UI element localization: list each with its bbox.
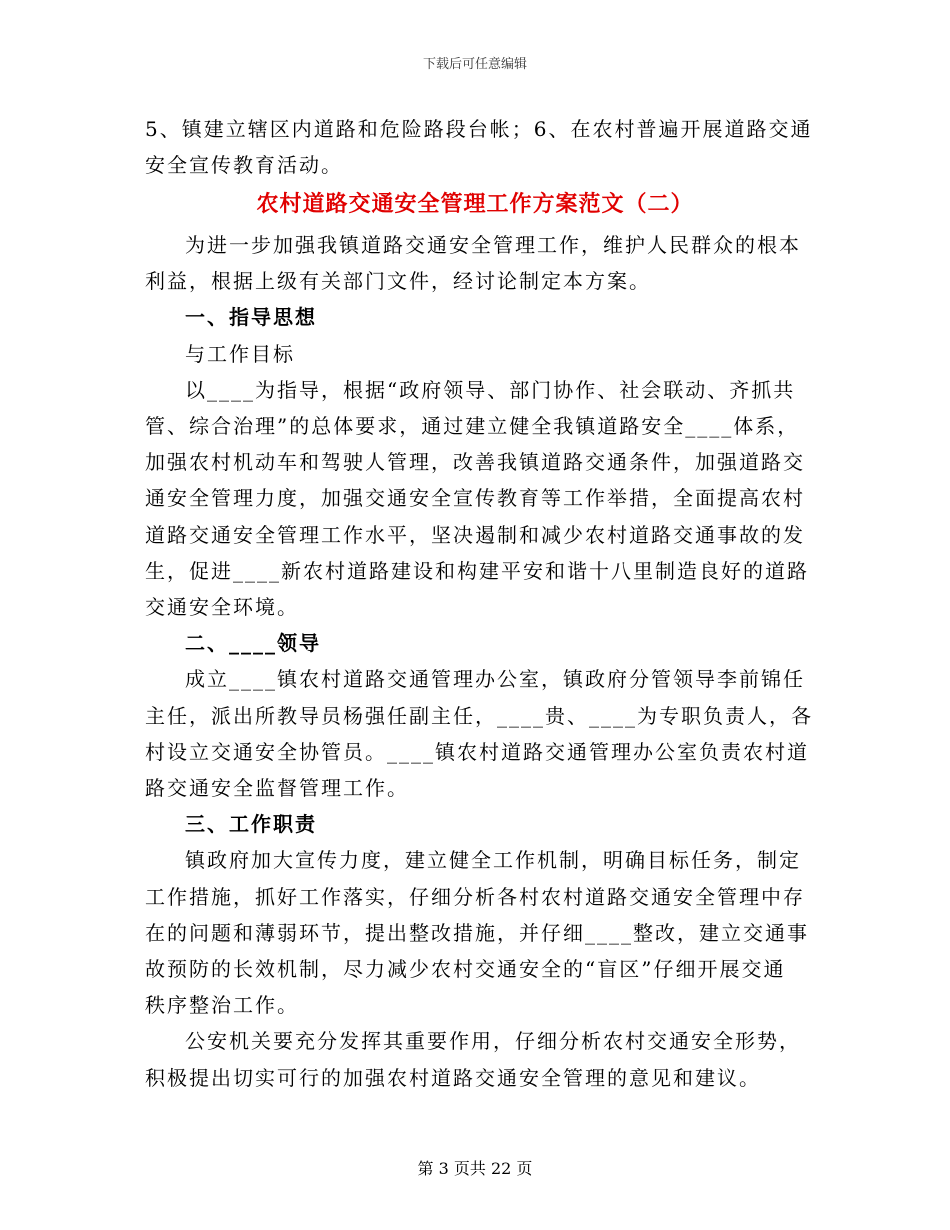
paragraph-line: 秩序整治工作。 [145, 993, 299, 1017]
paragraph-line: 利益，根据上级有关部门文件，经讨论制定本方案。 [145, 269, 651, 293]
paragraph-line: 生，促进____新农村道路建设和构建平安和谐十八里制造良好的道路 [145, 559, 809, 583]
paragraph-line: 交通安全环境。 [145, 595, 299, 619]
section-heading: 三、工作职责 [185, 812, 317, 836]
paragraph-line: 通安全管理力度，加强交通安全宣传教育等工作举措，全面提高农村 [145, 486, 805, 510]
paragraph-line: 路交通安全监督管理工作。 [145, 776, 409, 800]
paragraph-line: 与工作目标 [185, 342, 295, 366]
paragraph-line: 故预防的长效机制，尽力减少农村交通安全的“盲区”仔细开展交通 [145, 957, 786, 981]
page-footer: 第 3 页共 22 页 [417, 1159, 533, 1178]
page-header: 下载后可任意编辑 [422, 57, 527, 72]
paragraph-line: 积极提出切实可行的加强农村道路交通安全管理的意见和建议。 [145, 1066, 761, 1090]
paragraph-line: 道路交通安全管理工作水平，坚决遏制和减少农村道路交通事故的发 [145, 523, 805, 547]
paragraph-line: 工作措施，抓好工作落实，仔细分析各村农村道路交通安全管理中存 [145, 885, 805, 909]
paragraph-line: 管、综合治理”的总体要求，通过建立健全我镇道路安全____体系， [145, 414, 800, 438]
section-heading: 一、指导思想 [185, 305, 317, 329]
paragraph-line: 在的问题和薄弱环节，提出整改措施，并仔细____整改，建立交通事 [145, 921, 809, 945]
paragraph-line: 为进一步加强我镇道路交通安全管理工作，维护人民群众的根本 [185, 233, 801, 257]
paragraph-line: 主任，派出所教导员杨强任副主任，____贵、____为专职负责人，各 [145, 704, 813, 728]
section-title: 农村道路交通安全管理工作方案范文（二） [256, 191, 694, 217]
intro-line: 5、镇建立辖区内道路和危险路段台帐；6、在农村普遍开展道路交通 [145, 117, 813, 141]
paragraph-line: 以____为指导，根据“政府领导、部门协作、社会联动、齐抓共 [185, 378, 796, 402]
intro-line: 安全宣传教育活动。 [145, 153, 343, 177]
paragraph-line: 加强农村机动车和驾驶人管理，改善我镇道路交通条件，加强道路交 [145, 450, 805, 474]
paragraph-line: 成立____镇农村道路交通管理办公室，镇政府分管领导李前锦任 [185, 667, 805, 691]
paragraph-line: 村设立交通安全协管员。____镇农村道路交通管理办公室负责农村道 [145, 740, 809, 764]
section-heading: 二、____领导 [185, 631, 321, 655]
paragraph-line: 镇政府加大宣传力度，建立健全工作机制，明确目标任务，制定 [185, 848, 801, 872]
paragraph-line: 公安机关要充分发挥其重要作用，仔细分析农村交通安全形势， [185, 1029, 801, 1053]
